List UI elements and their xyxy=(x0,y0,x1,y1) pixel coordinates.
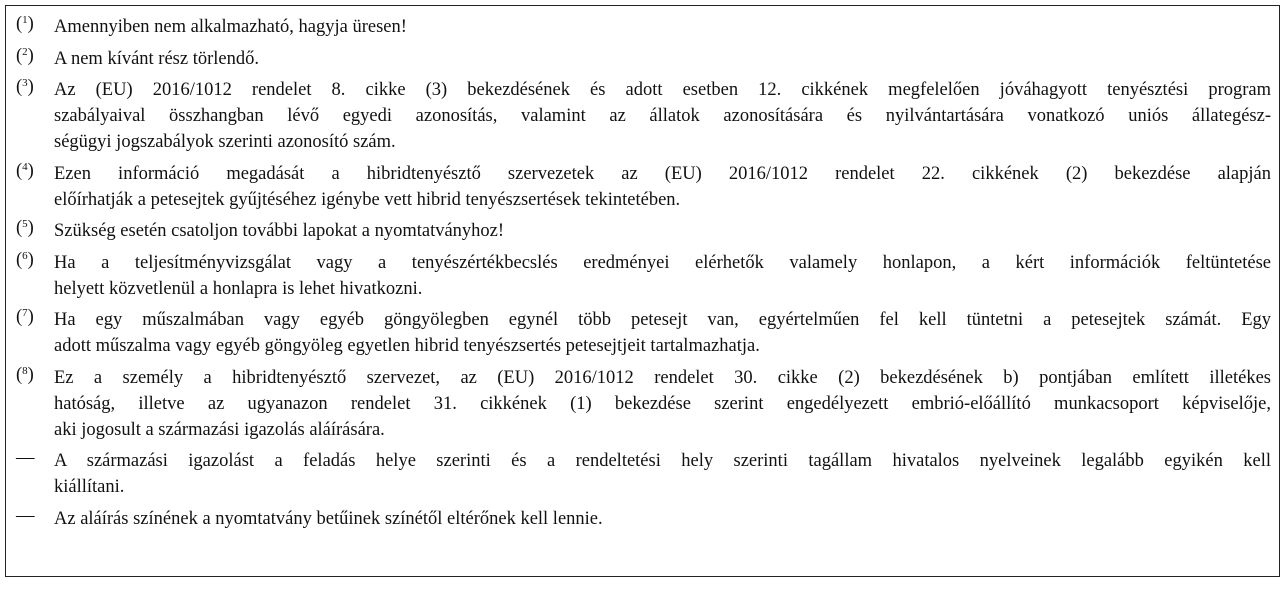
note-text xyxy=(54,14,1271,40)
footnote-marker: ($^5$) xyxy=(16,218,34,238)
dash-marker: — xyxy=(16,505,35,526)
footnote-number: 4 xyxy=(22,160,28,173)
note-text xyxy=(54,250,1271,302)
text-line: A származási igazolást a feladás helye szerinti és a rendeltetési hely szerinti tagállam hivatalos nyelveinek legalább egyikén kell xyxy=(54,451,1271,471)
footnote-marker: ($^7$) xyxy=(16,307,34,327)
text-line: helyett közvetlenül a honlapra is lehet hivatkozni. xyxy=(54,278,423,299)
note-text xyxy=(54,77,1271,155)
footnote-number: 5 xyxy=(22,218,28,230)
note-text xyxy=(54,365,1271,443)
footnote-item xyxy=(14,250,1271,302)
dash-item xyxy=(14,448,1271,500)
footnote-marker: ($^3$) xyxy=(16,77,34,97)
footnote-number: 7 xyxy=(22,307,28,319)
text-line: ségügyi jogszabályok szerinti azonosító szám. xyxy=(54,132,396,152)
text-line: Szükség esetén csatoljon további lapokat a nyomtatványhoz! xyxy=(54,221,505,241)
text-line: Amennyiben nem alkalmazható, hagyja üresen! xyxy=(54,17,407,37)
footnote-item xyxy=(14,218,1271,244)
footnote-item xyxy=(14,46,1271,72)
footnote-number: 2 xyxy=(22,45,28,58)
footnote-marker: ($^6$) xyxy=(16,249,34,270)
text-line: Ha a teljesítményvizsgálat vagy a tenyészértékbecslés eredményei elérhetők valamely honlapon, a kért információk feltüntetése xyxy=(54,252,1271,273)
footnote-item xyxy=(14,14,1271,40)
text-line: Az (EU) 2016/1012 rendelet 8. cikke (3) bekezdésének és adott esetben 12. cikkének megfelelően jóváhagyott tenyésztési program xyxy=(54,80,1271,100)
text-line: aki jogosult a származási igazolás aláírására. xyxy=(54,419,385,440)
note-text xyxy=(54,46,1271,72)
footnotes-box xyxy=(5,5,1280,577)
footnote-marker: ($^1$) xyxy=(16,14,34,34)
note-text xyxy=(54,448,1271,500)
footnote-number: 6 xyxy=(22,249,28,262)
note-text xyxy=(54,506,1271,532)
footnote-number: 8 xyxy=(22,364,28,377)
dash-item xyxy=(14,506,1271,532)
footnote-marker: ($^4$) xyxy=(16,160,34,181)
note-text xyxy=(54,218,1271,244)
text-line: hatóság, illetve az ugyanazon rendelet 31. cikkének (1) bekezdése szerint engedélyezett embrió-előállító munkacsoport képviselője, xyxy=(54,393,1271,414)
footnote-number: 1 xyxy=(22,14,28,26)
footnote-item xyxy=(14,161,1271,213)
text-line: Ezen információ megadását a hibridtenyésztő szervezetek az (EU) 2016/1012 rendelet 22. cikkének (2) bekezdése alapján xyxy=(54,163,1271,184)
text-line: Ez a személy a hibridtenyésztő szervezet, az (EU) 2016/1012 rendelet 30. cikke (2) bekezdésének b) pontjában említett illetékes xyxy=(54,367,1271,388)
footnote-marker: ($^8$) xyxy=(16,364,34,385)
text-line: Ha egy műszalmában vagy egyéb göngyölegben egynél több petesejt van, egyértelműen fel kell tüntetni a petesejtek számát. Egy xyxy=(54,310,1271,330)
text-line: Az aláírás színének a nyomtatvány betűinek színétől eltérőnek kell lennie. xyxy=(54,508,603,529)
text-line: A nem kívánt rész törlendő. xyxy=(54,48,259,69)
dash-marker: — xyxy=(16,448,35,468)
note-text xyxy=(54,307,1271,359)
note-text xyxy=(54,161,1271,213)
footnote-marker: ($^2$) xyxy=(16,45,34,66)
text-line: előírhatják a petesejtek gyűjtéséhez igénybe vett hibrid tenyészsertések tekintetében. xyxy=(54,189,681,210)
footnote-item xyxy=(14,307,1271,359)
footnote-number: 3 xyxy=(22,77,28,89)
text-line: kiállítani. xyxy=(54,477,125,497)
footnote-item xyxy=(14,77,1271,155)
text-line: szabályaival összhangban lévő egyedi azonosítás, valamint az állatok azonosítására és nyilvántartására vonatkozó uniós állategész- xyxy=(54,106,1271,126)
footnote-item xyxy=(14,365,1271,443)
text-line: adott műszalma vagy egyéb göngyöleg egyetlen hibrid tenyészsertés petesejtjeit tartalmazhatja. xyxy=(54,336,760,356)
